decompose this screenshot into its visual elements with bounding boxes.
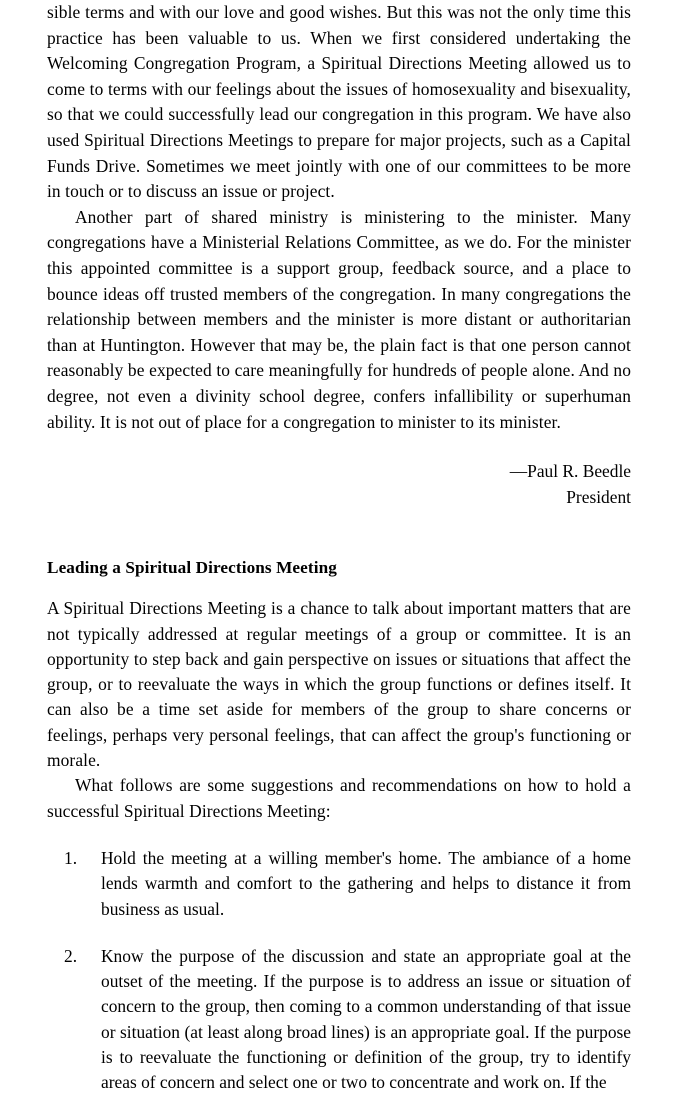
list-item-text: Hold the meeting at a willing member's home. The ambiance of a home lends warmth and comfort to the gathering and helps to distance it from business as usual. (101, 847, 631, 919)
list-item-number: 2. (64, 945, 78, 966)
page-content (47, 0, 631, 1118)
section-body (47, 596, 631, 1095)
list-item-number: 1. (64, 847, 78, 868)
list-item (47, 944, 631, 1096)
signature-title: President (566, 486, 631, 507)
paragraph-shared-ministry: Another part of shared ministry is ministering to the minister. Many congregations have a Ministerial Relations Committee, as we do. For the minister this appointed committee is a support group, feedback source, and a place to bounce ideas off trusted members of the congregation. In many congregations the relationship between members and the minister is more distant or authoritarian than at Huntington. However that may be, the plain fact is that one person cannot reasonably be expected to care meaningfully for hundreds of people alone. And no degree, not even a divinity school degree, confers infallibility or superhuman ability. It is not out of place for a congregation to minister to its minister. (47, 206, 631, 432)
recommendations-list (47, 846, 631, 1096)
signature-block (47, 459, 631, 510)
signature-name: —Paul R. Beedle (509, 461, 631, 482)
section-paragraph-1: A Spiritual Directions Meeting is a chance to talk about important matters that are not typically addressed at regular meetings of a group or committee. It is an opportunity to step back and gain perspective on issues or situations that affect the group, or to reevaluate the ways in which the group functions or defines itself. It can also be a time set aside for members of the group to share concerns or feelings, perhaps very personal feelings, that can affect the group's functioning or morale. (47, 598, 631, 771)
list-item (47, 846, 631, 922)
list-item-text: Know the purpose of the discussion and state an appropriate goal at the outset of the meeting. If the purpose is to address an issue or situation of concern to the group, then coming to a common understanding of that issue or situation (at least along broad lines) is an appropriate goal. If the purpose is to reevaluate the functioning or definition of the group, try to identify areas of concern and select one or two to concentrate and work on. If the (101, 945, 631, 1093)
section-paragraph-2: What follows are some suggestions and recommendations on how to hold a successful Spiritual Directions Meeting: (47, 775, 631, 821)
section-heading: Leading a Spiritual Directions Meeting (47, 558, 337, 578)
paragraph-continued: sible terms and with our love and good wishes. But this was not the only time this practice has been valuable to us. When we first considered undertaking the Welcoming Congregation Program, a Spiritual Directions Meeting allowed us to come to terms with our feelings about the issues of homosexuality and bisexuality, so that we could successfully lead our congregation in this program. We have also used Spiritual Directions Meetings to prepare for major projects, such as a Capital Funds Drive. Sometimes we meet jointly with one of our committees to be more in touch or to discuss an issue or project. (47, 2, 631, 202)
